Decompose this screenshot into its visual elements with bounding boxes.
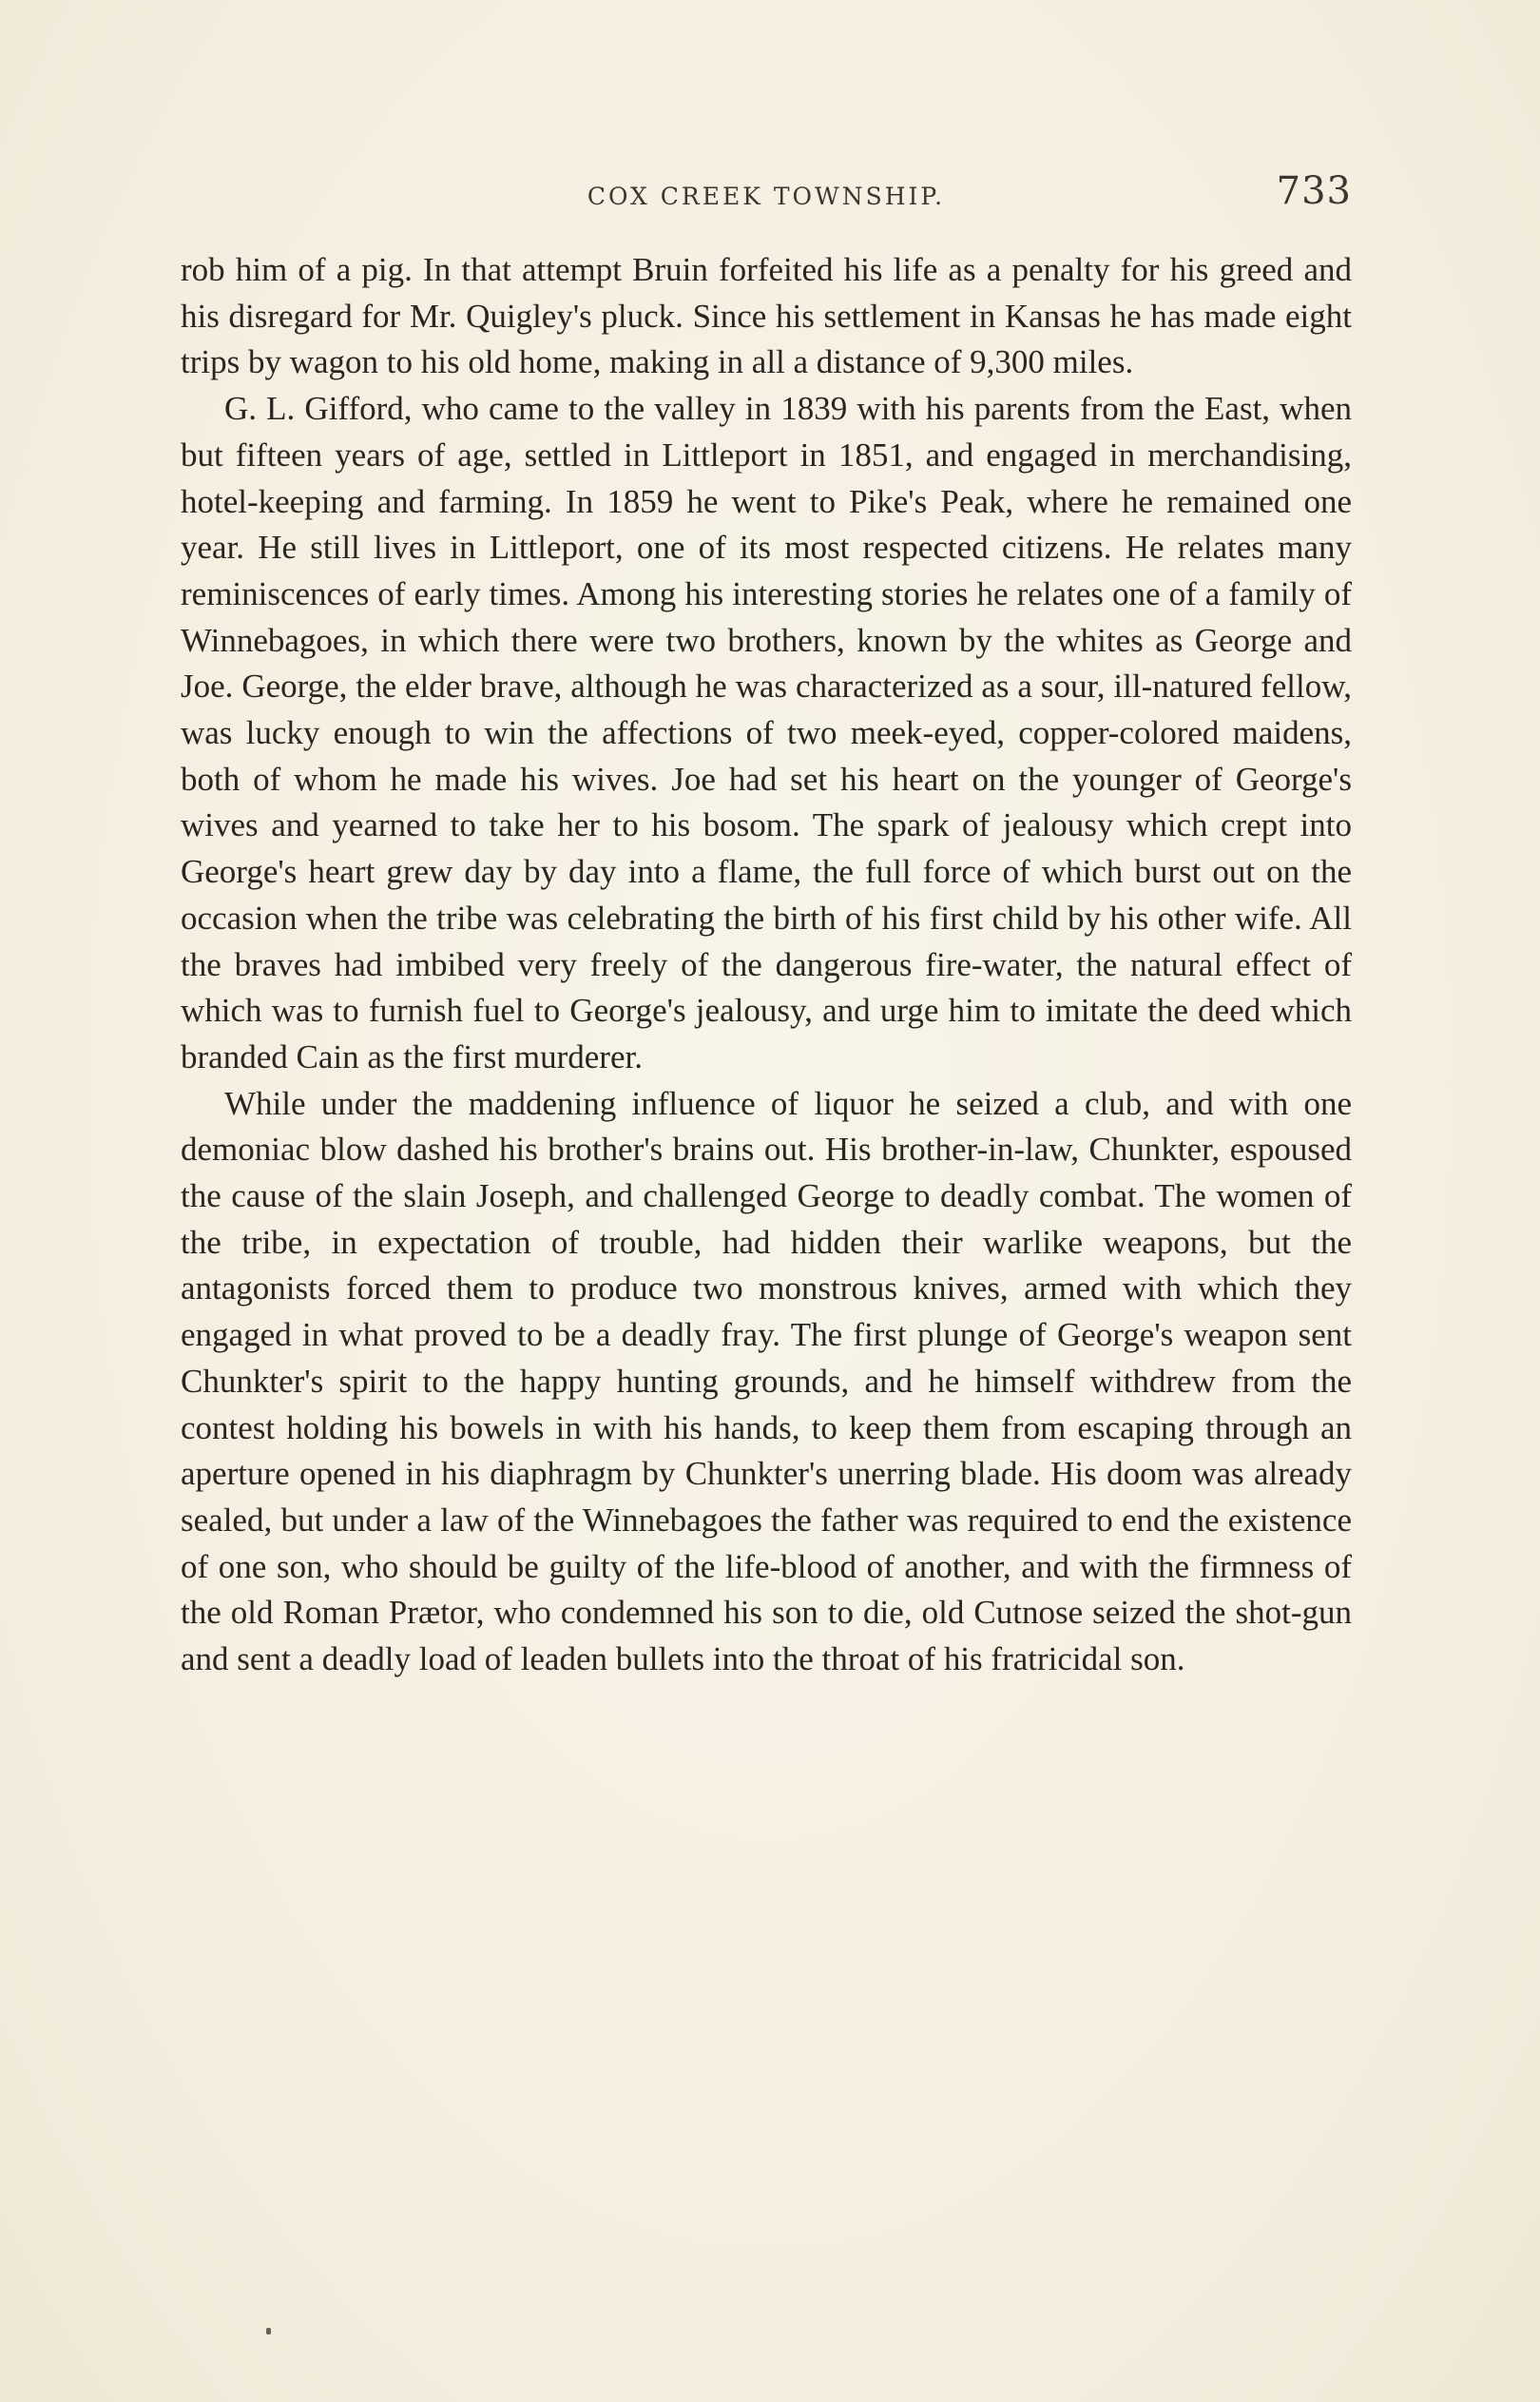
paragraph-combat: While under the maddening influence of liquor he seized a club, and with one demoniac blow dashed his brother's brains out. His brother-in-law, Chunkter, espoused the cause of the slain Joseph, and challenged George to deadly combat. The women of the tribe, in expectation of trouble, had hidden their warlike weapons, but the antagonists forced them to produce two monstrous knives, armed with which they engaged in what proved to be a deadly fray. The first plunge of George's weapon sent Chunkter's spirit to the happy hunting grounds, and he himself withdrew from the contest holding his bowels in with his hands, to keep them from escaping through an aperture opened in his diaphragm by Chunkter's unerring blade. His doom was already sealed, but under a law of the Winnebagoes the father was required to end the existence of one son, who should be guilty of the life-blood of another, and with the firmness of the old Roman Prætor, who condemned his son to die, old Cutnose seized the shot-gun and sent a deadly load of leaden bullets into the throat of his fratricidal son. [181, 1084, 1352, 1678]
running-title: COX CREEK TOWNSHIP. [587, 183, 946, 210]
running-head [181, 169, 1352, 226]
body-text [181, 247, 1352, 1683]
ink-speck [266, 2328, 271, 2334]
page-number: 733 [1276, 169, 1352, 213]
paragraph-continued: rob him of a pig. In that attempt Bruin forfeited his life as a penalty for his greed and his disregard for Mr. Quigley's pluck. Since his settlement in Kansas he has made eight trips by wagon to his old home, making in all a distance of 9,300 miles. [181, 251, 1352, 381]
paragraph-gifford: G. L. Gifford, who came to the valley in 1839 with his parents from the East, when but fifteen years of age, settled in Littleport in 1851, and engaged in merchandising, hotel-keeping and farming. In 1859 he went to Pike's Peak, where he remained one year. He still lives in Littleport, one of its most respected citizens. He relates many reminiscences of early times. Among his interesting stories he relates one of a family of Winnebagoes, in which there were two brothers, known by the whites as George and Joe. George, the elder brave, although he was characterized as a sour, ill-natured fellow, was lucky enough to win the affections of two meek-eyed, copper-colored maidens, both of whom he made his wives. Joe had set his heart on the younger of George's wives and yearned to take her to his bosom. The spark of jealousy which crept into George's heart grew day by day into a flame, the full force of which burst out on the occasion when the tribe was celebrating the birth of his first child by his other wife. All the braves had imbibed very freely of the dangerous fire-water, the natural effect of which was to furnish fuel to George's jealousy, and urge him to imitate the deed which branded Cain as the first murderer. [181, 390, 1352, 1075]
